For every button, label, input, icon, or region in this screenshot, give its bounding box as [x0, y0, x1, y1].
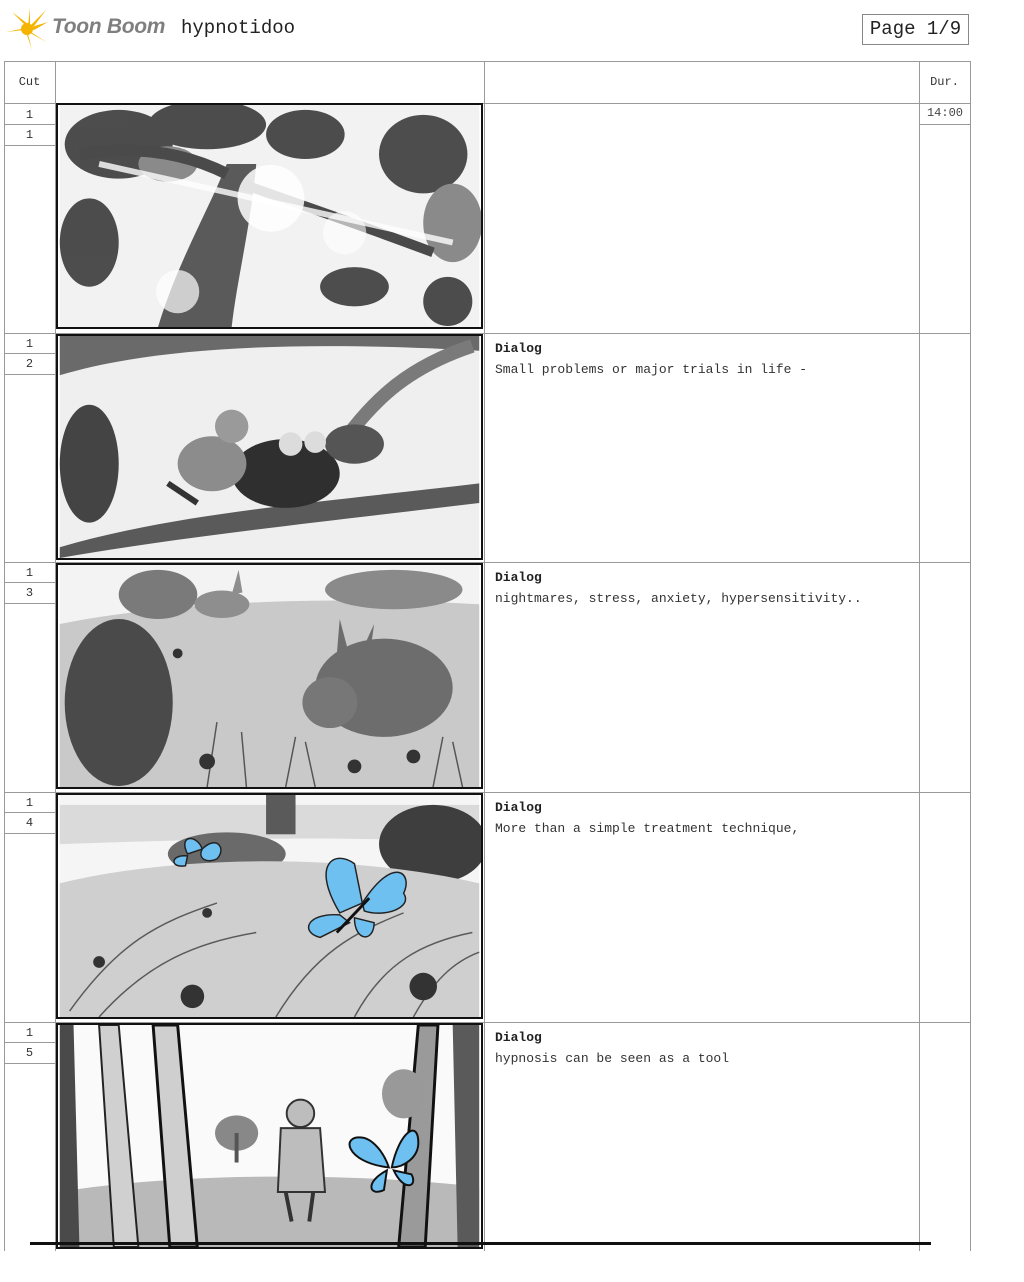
cut-column-header: Cut — [18, 75, 41, 89]
dialog-label: Dialog — [495, 1030, 542, 1045]
butterflies-grass-drawing — [58, 795, 481, 1017]
storyboard-row — [4, 792, 970, 1022]
rabbits-meadow-drawing — [58, 565, 481, 787]
storyboard-table — [4, 61, 970, 1251]
storyboard-panel[interactable] — [56, 334, 483, 560]
storyboard-panel[interactable] — [56, 1023, 483, 1249]
duration-separator — [919, 124, 970, 125]
panel-number: 2 — [25, 357, 34, 371]
cut-separator — [4, 145, 55, 146]
cut-number: 1 — [25, 337, 34, 351]
bird-nest-drawing — [58, 336, 481, 558]
grid-line — [4, 61, 971, 62]
child-forest-drawing — [58, 1025, 481, 1247]
panel-number: 1 — [25, 128, 34, 142]
cut-separator — [4, 1063, 55, 1064]
cut-number: 1 — [25, 108, 34, 122]
storyboard-row — [4, 1022, 970, 1251]
dialog-text: nightmares, stress, anxiety, hypersensitivity.. — [495, 591, 862, 606]
dialog-label: Dialog — [495, 800, 542, 815]
storyboard-row — [4, 562, 970, 792]
storyboard-panel[interactable] — [56, 563, 483, 789]
dialog-text: More than a simple treatment technique, — [495, 821, 800, 836]
storyboard-row — [4, 103, 970, 333]
brand-name: Toon Boom — [52, 15, 166, 38]
duration-value: 14:00 — [926, 106, 963, 120]
tree-sunlight-drawing — [58, 105, 481, 327]
page-indicator: Page 1/9 — [862, 14, 969, 45]
toon-boom-logo-icon — [6, 8, 48, 50]
storyboard-panel[interactable] — [56, 103, 483, 329]
cut-number: 1 — [25, 566, 34, 580]
grid-line — [970, 61, 971, 1251]
dialog-text: hypnosis can be seen as a tool — [495, 1051, 730, 1066]
dialog-label: Dialog — [495, 570, 542, 585]
panel-number: 3 — [25, 586, 34, 600]
storyboard-row — [4, 333, 970, 562]
cut-separator — [4, 603, 55, 604]
panel-number: 5 — [25, 1046, 34, 1060]
dialog-label: Dialog — [495, 341, 542, 356]
storyboard-panel[interactable] — [56, 793, 483, 1019]
bottom-rule — [30, 1242, 931, 1245]
dialog-text: Small problems or major trials in life - — [495, 362, 808, 377]
cut-separator — [4, 833, 55, 834]
cut-separator — [4, 374, 55, 375]
project-title: hypnotidoo — [181, 17, 296, 39]
cut-number: 1 — [25, 1026, 34, 1040]
panel-number: 4 — [25, 816, 34, 830]
duration-column-header: Dur. — [930, 75, 959, 89]
cut-number: 1 — [25, 796, 34, 810]
